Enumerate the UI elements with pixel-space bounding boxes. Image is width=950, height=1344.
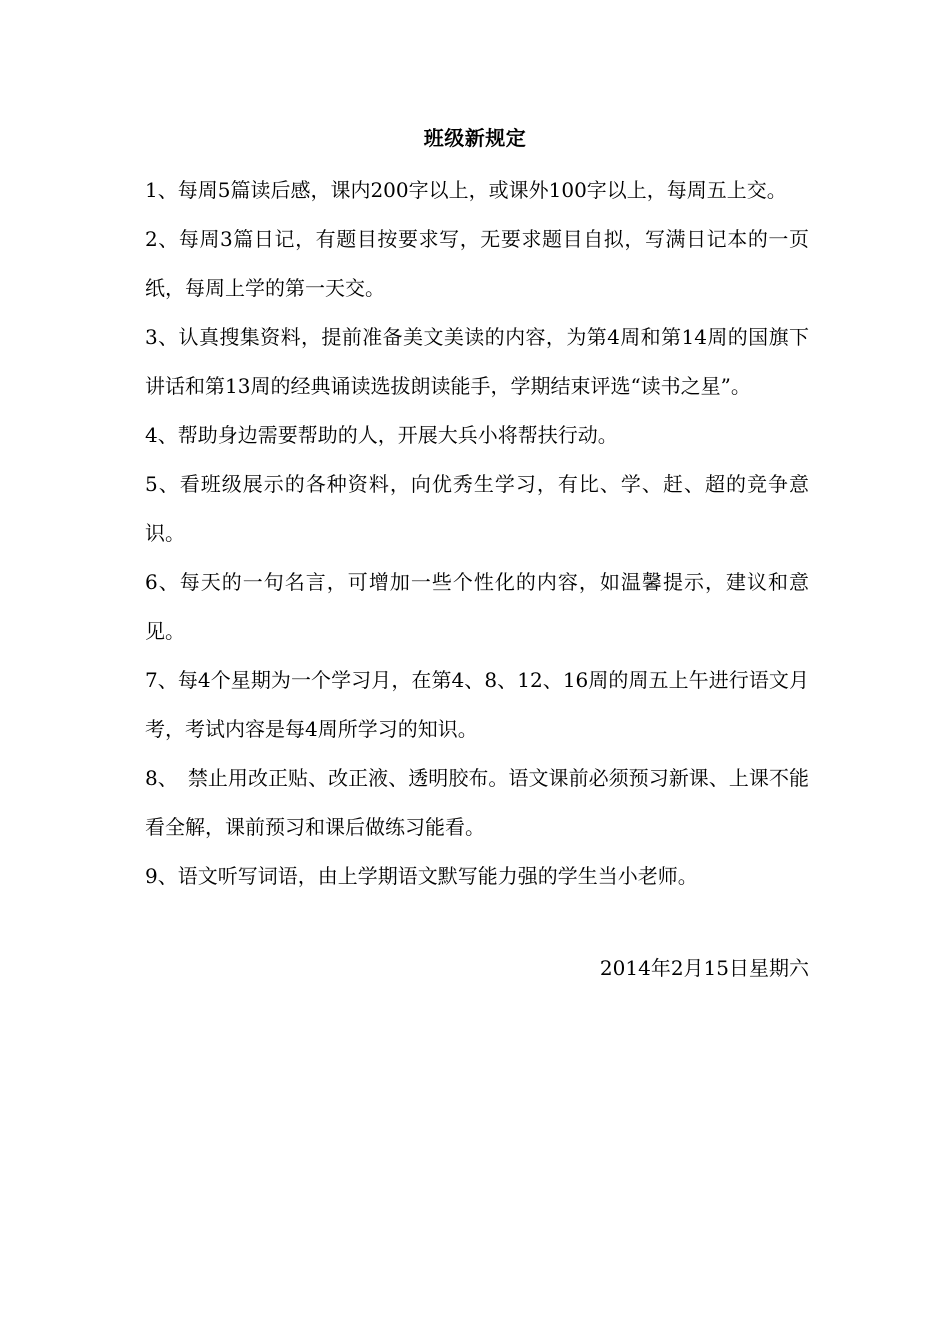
rule-item-8: 8、 禁止用改正贴、改正液、透明胶布。语文课前必须预习新课、上课不能看全解，课前预习和课后做练习能看。 (145, 766, 809, 839)
rule-item-1: 1、每周5篇读后感，课内200字以上，或课外100字以上，每周五上交。 (145, 178, 787, 202)
rule-item-5: 5、看班级展示的各种资料，向优秀生学习，有比、学、赶、超的竞争意识。 (145, 472, 809, 545)
document-title: 班级新规定 (423, 126, 527, 150)
rule-item-9: 9、语文听写词语，由上学期语文默写能力强的学生当小老师。 (145, 864, 698, 888)
rule-item-7: 7、每4个星期为一个学习月，在第4、8、12、16周的周五上午进行语文月考，考试内容是每4周所学习的知识。 (145, 668, 809, 741)
rule-item-4: 4、帮助身边需要帮助的人，开展大兵小将帮扶行动。 (145, 423, 618, 447)
rule-item-3: 3、认真搜集资料，提前准备美文美读的内容，为第4周和第14周的国旗下讲话和第13周的经典诵读选拔朗读能手，学期结束评选“读书之星”。 (145, 325, 809, 398)
rules-list (145, 166, 809, 901)
rule-item-6: 6、每天的一句名言，可增加一些个性化的内容，如温馨提示，建议和意见。 (145, 570, 809, 643)
document-date: 2014年2月15日星期六 (599, 956, 809, 980)
rule-item-2: 2、每周3篇日记，有题目按要求写，无要求题目自拟，写满日记本的一页纸，每周上学的第一天交。 (145, 227, 809, 300)
